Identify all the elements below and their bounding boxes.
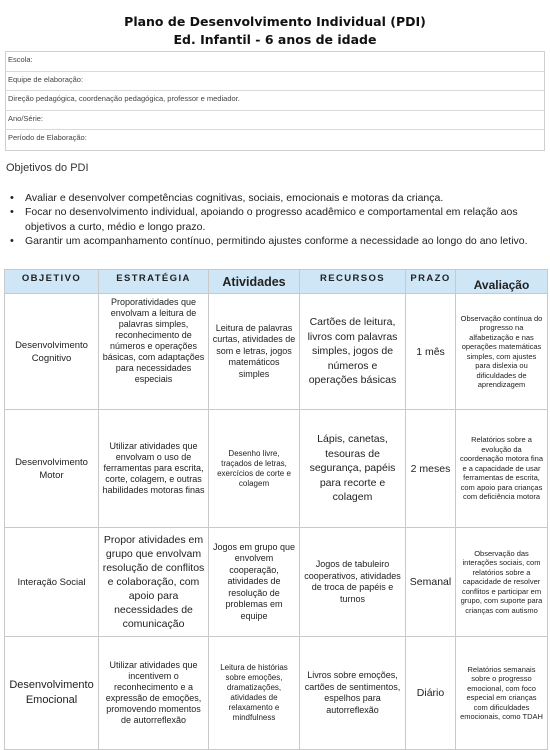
cell-avaliacao: Observação contínua do progresso na alfabetização e nas operações matemáticas simples, com ajustes para dislexia ou dificuldades de aprendizagem [456,294,548,410]
cell-objetivo: Interação Social [5,528,99,637]
bullet-icon: • [10,192,14,204]
header-avaliacao: Avaliação [456,270,548,294]
document-subtitle: Ed. Infantil - 6 anos de idade [173,32,377,47]
cell-prazo: Diário [406,637,456,750]
cell-estrategia: Utilizar atividades que envolvam o uso de ferramentas para escrita, corte, colagem, e outras habilidades motoras finas [99,410,209,528]
header-prazo: PRAZO [406,270,456,294]
objectives-list [10,191,540,248]
cell-recursos: Lápis, canetas, tesouras de segurança, papéis para recorte e colagem [300,410,406,528]
table-row [5,410,548,528]
cell-prazo: Semanal [406,528,456,637]
objective-text: Garantir um acompanhamento contínuo, permitindo ajustes conforme a necessidade ao longo do ano letivo. [25,234,528,247]
header-recursos: RECURSOS [300,270,406,294]
info-field-escola[interactable]: Escola: [6,52,544,72]
table-row [5,294,548,410]
cell-avaliacao: Observação das interações sociais, com relatórios sobre a capacidade de resolver conflitos e participar em grupo, com suporte para crianças com autismo [456,528,548,637]
objective-text: Focar no desenvolvimento individual, apoiando o progresso acadêmico e comportamental em relação aos objetivos a curto, médio e longo prazo. [25,206,518,233]
cell-estrategia: Proporatividades que envolvam a leitura de palavras simples, reconhecimento de números e operações básicas, com adaptações para necessidades especiais [99,294,209,410]
header-objetivo: OBJETIVO [5,270,99,294]
cell-estrategia: Propor atividades em grupo que envolvam resolução de conflitos e colaboração, com apoio para necessidades de comunicação [99,528,209,637]
document-header [0,13,550,49]
header-atividades: Atividades [209,270,300,294]
info-field-periodo[interactable]: Período de Elaboração: [8,133,87,143]
cell-recursos: Cartões de leitura, livros com palavras simples, jogos de números e operações básicas [300,294,406,410]
header-estrategia: ESTRATÉGIA [99,270,209,294]
cell-prazo: 2 meses [406,410,456,528]
info-fields-box [5,51,545,151]
cell-objetivo: Desenvolvimento Motor [5,410,99,528]
cell-avaliacao: Relatórios sobre a evolução da coordenação motora fina e a capacidade de usar ferramentas de escrita, com apoio para crianças com deficiência motora [456,410,548,528]
pdi-table [4,269,548,750]
objective-item [10,205,540,234]
info-field-ano-serie[interactable]: Ano/Série: [6,111,544,131]
table-row [5,528,548,637]
objective-item [10,234,540,248]
document-title: Plano de Desenvolvimento Individual (PDI) [124,14,426,29]
cell-atividades: Leitura de histórias sobre emoções, dramatizações, atividades de relaxamento e mindfulness [209,637,300,750]
bullet-icon: • [10,206,14,219]
table-row [5,637,548,750]
objective-text: Avaliar e desenvolver competências cognitivas, sociais, emocionais e motoras da criança. [25,192,444,204]
cell-atividades: Desenho livre, traçados de letras, exercícios de corte e colagem [209,410,300,528]
objective-item [10,191,540,205]
info-field-direcao[interactable]: Direção pedagógica, coordenação pedagógica, professor e mediador. [6,91,544,111]
objectives-title: Objetivos do PDI [6,162,89,174]
cell-avaliacao: Relatórios semanais sobre o progresso emocional, com foco especial em crianças com dificuldades emocionais, como TDAH [456,637,548,750]
cell-prazo: 1 mês [406,294,456,410]
cell-estrategia: Utilizar atividades que incentivem o reconhecimento e a expressão de emoções, promovendo momentos de autorreflexão [99,637,209,750]
cell-objetivo: Desenvolvimento Cognitivo [5,294,99,410]
table-header-row [5,270,548,294]
cell-atividades: Jogos em grupo que envolvem cooperação, atividades de resolução de problemas em equipe [209,528,300,637]
info-field-equipe[interactable]: Equipe de elaboração: [6,72,544,92]
cell-recursos: Livros sobre emoções, cartões de sentimentos, espelhos para autorreflexão [300,637,406,750]
cell-atividades: Leitura de palavras curtas, atividades de som e letras, jogos matemáticos simples [209,294,300,410]
bullet-icon: • [10,234,14,247]
cell-objetivo: Desenvolvimento Emocional [5,637,99,750]
cell-recursos: Jogos de tabuleiro cooperativos, atividades de troca de papéis e turnos [300,528,406,637]
